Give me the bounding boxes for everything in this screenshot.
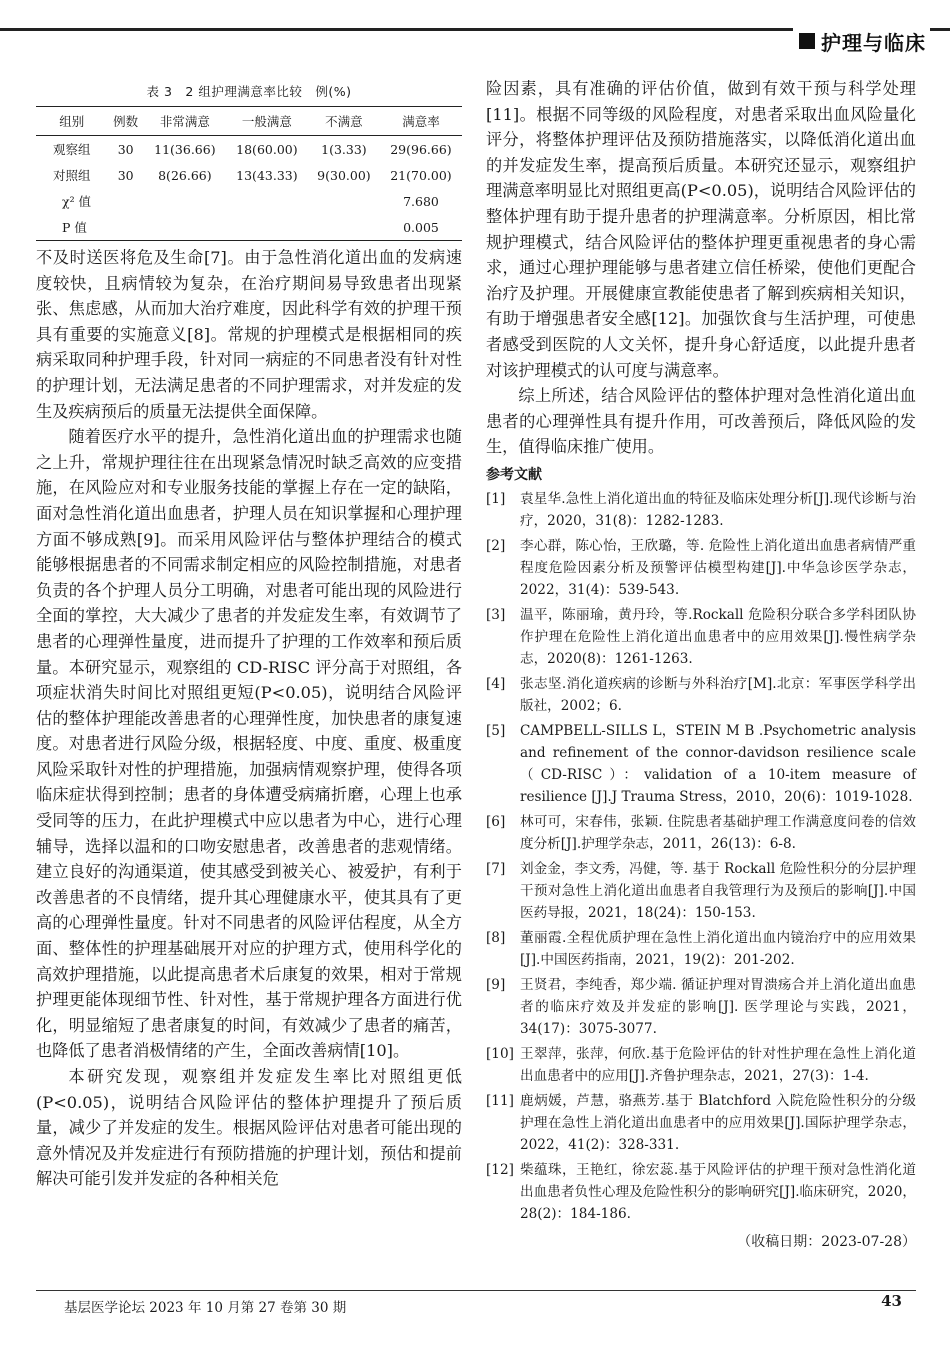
- paragraph: 随着医疗水平的提升，急性消化道出血的护理需求也随之上升，常规护理往往在出现紧急情况时缺乏高效的应变措施，在风险应对和专业服务技能的掌握上存在一定的缺陷，面对急性消化道出血患者，护理人员在知识掌握和心理护理方面不够成熟[9]。而采用风险评估与整体护理结合的模式能够根据患者的不同需求制定相应的风险控制措施，对患者负责的各个护理人员分工明确，对患者可能出现的风险进行全面的掌控，大大减少了患者的并发症发生率，有效调节了患者的心理弹性量度，进而提升了护理的工作效率和预后质量。本研究显示，观察组的 CD-RISC 评分高于对照组，各项症状消失时间比对照组更短(P<0.05)，说明结合风险评估的整体护理能改善患者的心理弹性度，加快患者的康复速度。对患者进行风险分级，根据轻度、中度、重度、极重度风险采取针对性的护理措施，加强病情观察护理，使得各项临床症状得到控制；患者的身体遭受病痛折磨，心理上也承受同等的压力，在此护理模式中应以患者为中心，进行心理辅导，选择以温和的口吻安慰患者，改善患者的悲观情绪。建立良好的沟通渠道，使其感受到被关心、被爱护，有利于改善患者的不良情绪，提升其心理健康水平，使其具有了更高的心理弹性量度。针对不同患者的风险评估程度，从全方面、整体性的护理基础展开对应的护理方式，使用科学化的高效护理措施，以此提高患者术后康复的效果，相对于常规护理更能体现细节性、针对性，基于常规护理各方面进行优化，明显缩短了患者康复的时间，有效减少了患者的痛苦，也降低了患者消极情绪的产生，全面改善病情[10]。: [36, 427, 462, 1061]
- satisfaction-table: [36, 106, 462, 241]
- col-header: 例数: [108, 107, 144, 136]
- chi-square-label: χ² 值: [62, 194, 92, 209]
- table-cell: 9(30.00): [317, 167, 371, 183]
- col-header: 非常满意: [144, 107, 226, 136]
- table-cell: 11(36.66): [154, 141, 216, 157]
- received-date: （收稿日期：2023-07-28）: [737, 1233, 916, 1250]
- p-value: 0.005: [380, 214, 462, 241]
- footer-rule: [36, 1290, 916, 1291]
- col-header: 一般满意: [226, 107, 308, 136]
- square-icon: [799, 33, 815, 49]
- left-column: [36, 76, 462, 1192]
- table-cell: 30: [117, 167, 134, 183]
- section-tag: [793, 26, 930, 56]
- p-value-row: [36, 214, 462, 241]
- table-cell: 观察组: [52, 142, 91, 157]
- reference-item: [7] 刘金金，李文秀，冯健，等. 基于 Rockall 危险性积分的分层护理干预对急性上消化道出血患者自我管理行为及预后的影响[J].中国医药导报，2021，18(24)：150-153.: [486, 860, 916, 921]
- reference-item: [2] 李心群，陈心怡，王欣璐，等. 危险性上消化道出血患者病情严重程度危险因素分析及预警评估模型构建[J].中华急诊医学杂志，2022，31(4)：539-543.: [486, 537, 916, 598]
- chi-square-value: 7.680: [403, 193, 439, 209]
- paragraph: 不及时送医将危及生命[7]。由于急性消化道出血的发病速度较快，且病情较为复杂，在治疗期间易导致患者出现紧张、焦虑感，从而加大治疗难度，因此科学有效的护理干预具有重要的实施意义[8]。常规的护理模式是根据相同的疾病采取同种护理手段，针对同一病症的不同患者没有针对性的护理计划，无法满足患者的不同护理需求，对并发症的发生及疾病预后的质量无法提供全面保障。: [36, 248, 462, 421]
- table-cell: 21(70.00): [390, 167, 452, 183]
- journal-info: 基层医学论坛 2023 年 10 月第 27 卷第 30 期: [64, 1300, 347, 1316]
- paragraph: 险因素，具有准确的评估价值，做到有效干预与科学处理[11]。根据不同等级的风险程度，对患者采取出血风险量化评分，将整体护理评估及预防措施落实，以降低消化道出血的并发症发生率，提高预后质量。本研究还显示，观察组护理满意率明显比对照组更高(P<0.05)，说明结合风险评估的整体护理有助于提升患者的护理满意率。分析原因，相比常规护理模式，结合风险评估的整体护理更重视患者的身心需求，通过心理护理能够与患者建立信任桥梁，使他们更配合治疗及护理。开展健康宣教能使患者了解到疾病相关知识，有助于增强患者安全感[12]。加强饮食与生活护理，可使患者感受到医院的人文关怀，提升身心舒适度，以此提升患者对该护理模式的认可度与满意率。: [486, 79, 916, 380]
- table-caption: 表 3 2 组护理满意率比较 例(%): [146, 84, 352, 99]
- table-cell: 13(43.33): [236, 167, 298, 183]
- right-column: [486, 76, 916, 1251]
- paragraph: 综上所述，结合风险评估的整体护理对急性消化道出血患者的心理弹性具有提升作用，可改善预后，降低风险的发生，值得临床推广使用。: [486, 386, 916, 457]
- reference-item: [12] 柴蕴珠，王艳红，徐宏蕊.基于风险评估的护理干预对急性消化道出血患者负性心理及危险性积分的影响研究[J].临床研究，2020，28(2)：184-186.: [486, 1161, 916, 1222]
- reference-item: [11] 鹿炳媛，芦慧，骆燕芳.基于 Blatchford 入院危险性积分的分级护理在急性上消化道出血患者中的应用效果[J].国际护理学杂志，2022，41(2)：328-331.: [486, 1092, 916, 1153]
- table-cell: 8(26.66): [158, 167, 212, 183]
- reference-item: [4] 张志坚.消化道疾病的诊断与外科治疗[M].北京：军事医学科学出版社，2002；6.: [486, 675, 916, 714]
- col-header: 组别: [36, 107, 108, 136]
- reference-item: [6] 林可可，宋春伟，张颖. 住院患者基础护理工作满意度问卷的信效度分析[J].护理学杂志，2011，26(13)：6-8.: [486, 813, 916, 852]
- p-value-label: P 值: [36, 214, 108, 241]
- table-cell: 30: [117, 141, 134, 157]
- table-cell: 对照组: [52, 168, 91, 183]
- table-cell: 18(60.00): [236, 141, 298, 157]
- reference-list: [486, 488, 916, 1225]
- page-number: 43: [881, 1292, 902, 1310]
- chi-square-row: [36, 188, 462, 214]
- left-body-text: [36, 245, 462, 1192]
- right-body-text: [486, 76, 916, 460]
- table-cell: 29(96.66): [390, 141, 452, 157]
- references-title: 参考文献: [486, 466, 542, 483]
- reference-item: [8] 董丽霞.全程优质护理在急性上消化道出血内镜治疗中的应用效果[J].中国医药指南，2021，19(2)：201-202.: [486, 929, 916, 968]
- col-header: 不满意: [308, 107, 380, 136]
- paragraph: 本研究发现，观察组并发症发生率比对照组更低(P<0.05)，说明结合风险评估的整体护理提升了预后质量，减少了并发症的发生。根据风险评估对患者可能出现的意外情况及并发症进行有预防措施的护理计划，预估和提前解决可能引发并发症的各种相关危: [36, 1067, 462, 1189]
- reference-item: [3] 温平，陈丽瑜，黄丹玲，等.Rockall 危险积分联合多学科团队协作护理在危险性上消化道出血患者中的应用效果[J].慢性病学杂志，2020(8)：1261-1263.: [486, 606, 916, 667]
- reference-item: [9] 王贤君，李纯香，郑少端. 循证护理对胃溃疡合并上消化道出血患者的临床疗效及并发症的影响[J]. 医学理论与实践，2021，34(17)：3075-3077.: [486, 976, 916, 1037]
- table-row: [36, 136, 462, 163]
- reference-item: [10] 王翠萍，张萍，何欣.基于危险评估的针对性护理在急性上消化道出血患者中的应用[J].齐鲁护理杂志，2021，27(3)：1-4.: [486, 1045, 916, 1084]
- table-row: [36, 162, 462, 188]
- col-header: 满意率: [380, 107, 462, 136]
- reference-item: [5] CAMPBELL-SILLS L，STEIN M B .Psychometric analysis and refinement of the connor-davidson resilience scale（CD-RISC）：validation of a 10-item measure of resilience [J].J Trauma Stress，2010，20(6)：1019-1028.: [486, 722, 916, 805]
- section-title: 护理与临床: [821, 30, 926, 55]
- reference-item: [1] 袁星华.急性上消化道出血的特征及临床处理分析[J].现代诊断与治疗，2020，31(8)：1282-1283.: [486, 490, 916, 529]
- table-header-row: [36, 107, 462, 136]
- table-cell: 1(3.33): [321, 141, 367, 157]
